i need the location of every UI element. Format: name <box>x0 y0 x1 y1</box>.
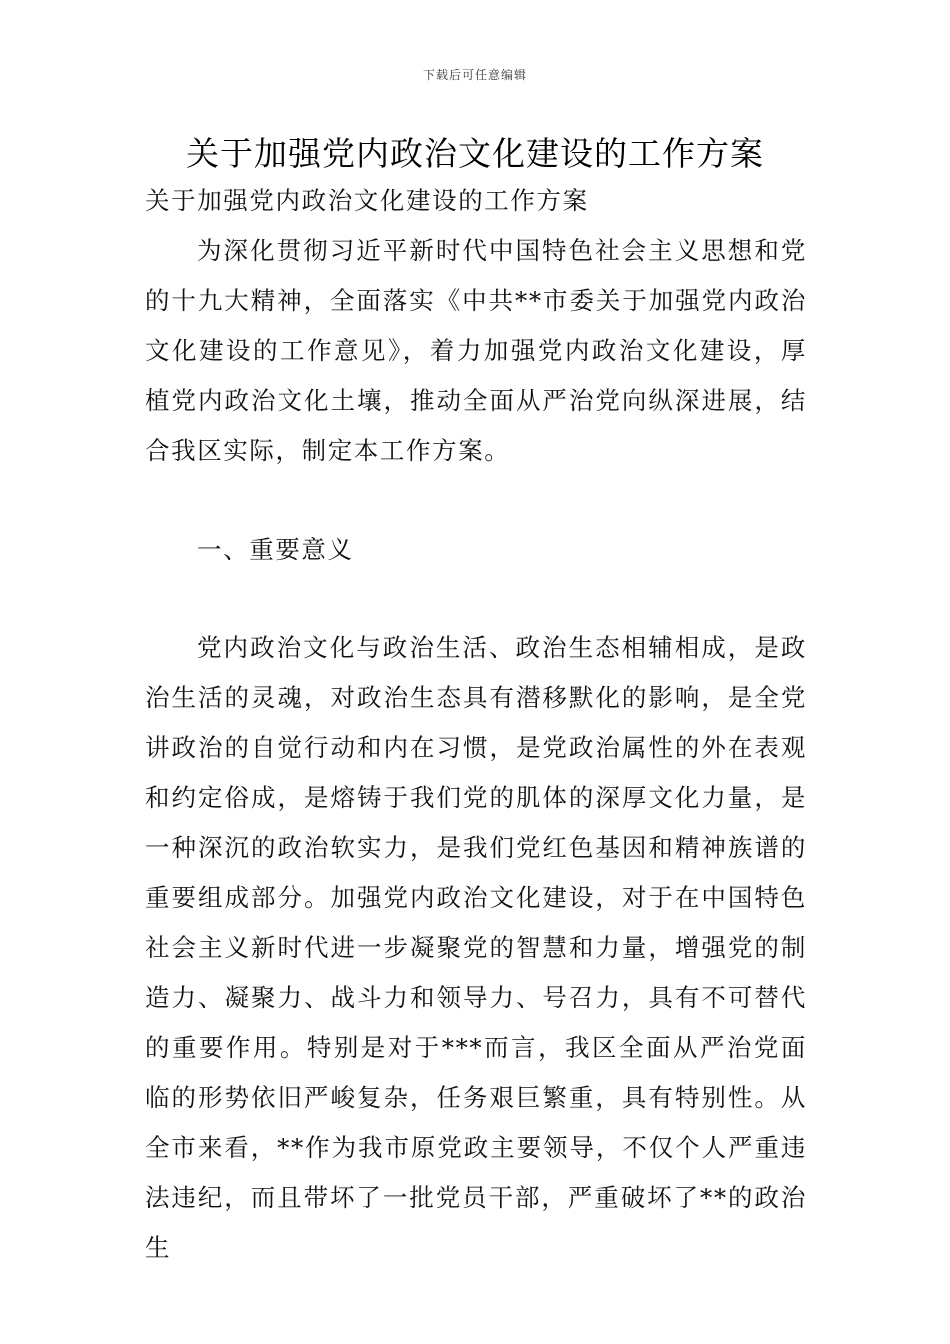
section-paragraph-significance: 党内政治文化与政治生活、政治生态相辅相成，是政治生活的灵魂，对政治生态具有潜移默化的影响，是全党讲政治的自觉行动和内在习惯，是党政治属性的外在表观和约定俗成，是熔铸于我们党的肌体的深厚文化力量，是一种深沉的政治软实力，是我们党红色基因和精神族谱的重要组成部分。加强党内政治文化建设，对于在中国特色社会主义新时代进一步凝聚党的智慧和力量，增强党的制造力、凝聚力、战斗力和领导力、号召力，具有不可替代的重要作用。特别是对于***而言，我区全面从严治党面临的形势依旧严峻复杂，任务艰巨繁重，具有特别性。从全市来看，**作为我市原党政主要领导，不仅个人严重违法违纪，而且带坏了一批党员干部，严重破坏了**的政治生 <box>145 633 807 1262</box>
section-heading-significance: 一、重要意义 <box>197 535 354 564</box>
header-note: 下载后可任意编辑 <box>422 68 527 82</box>
intro-paragraph: 为深化贯彻习近平新时代中国特色社会主义思想和党的十九大精神，全面落实《中共**市委关于加强党内政治文化建设的工作意见》，着力加强党内政治文化建设，厚植党内政治文化土壤，推动全面从严治党向纵深进展，结合我区实际，制定本工作方案。 <box>145 236 807 465</box>
document-subtitle: 关于加强党内政治文化建设的工作方案 <box>145 186 589 215</box>
document-title: 关于加强党内政治文化建设的工作方案 <box>186 134 764 173</box>
